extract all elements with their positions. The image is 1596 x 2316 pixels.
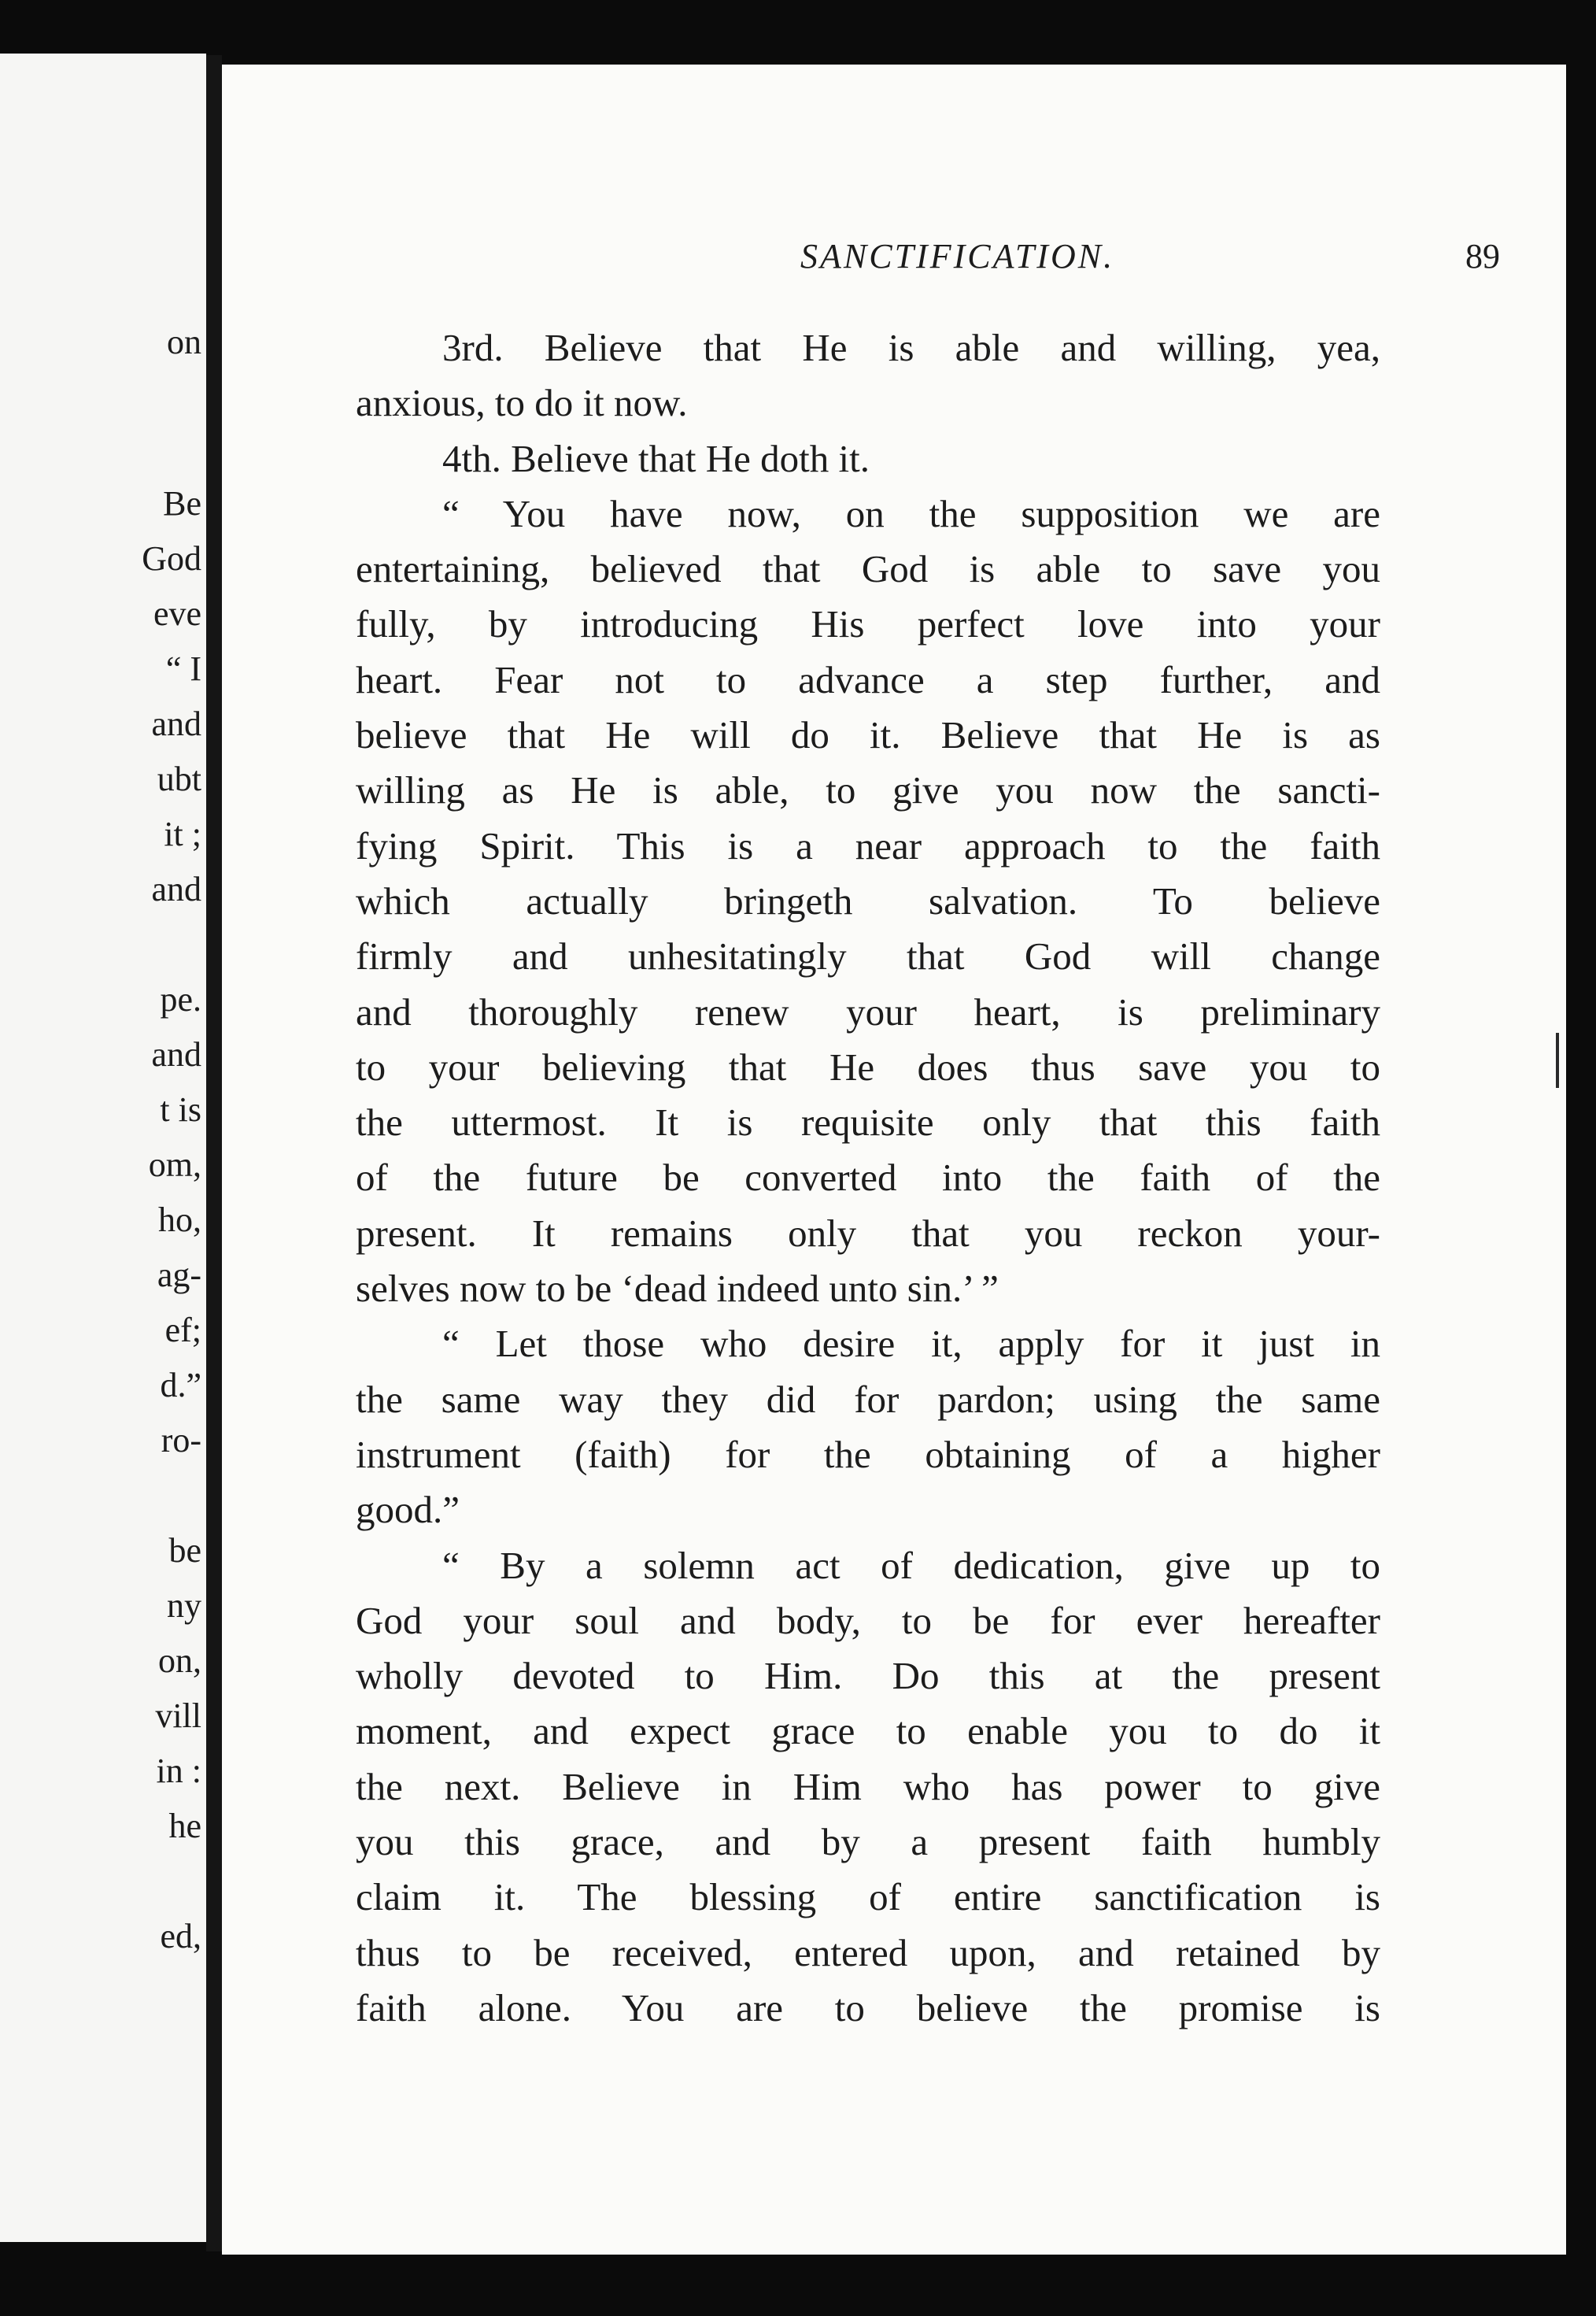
left-margin-fragment: t is [160, 1090, 201, 1129]
text-line: fully, by introducing His perfect love into your [356, 602, 1380, 646]
left-margin-fragment: ny [167, 1586, 201, 1625]
left-margin-fragment: in : [156, 1752, 201, 1790]
text-line: 3rd. Believe that He is able and willing, yea, [442, 326, 1380, 369]
left-margin-fragment: ag- [157, 1256, 201, 1294]
text-line: “ By a solemn act of dedication, give up to [442, 1543, 1380, 1587]
text-line: wholly devoted to Him. Do this at the present [356, 1654, 1380, 1698]
text-line: selves now to be ‘dead indeed unto sin.’ ” [356, 1267, 999, 1311]
running-header [356, 236, 1566, 283]
text-line: willing as He is able, to give you now the sancti- [356, 768, 1380, 812]
text-line: the next. Believe in Him who has power to give [356, 1764, 1380, 1808]
text-line: anxious, to do it now. [356, 381, 688, 425]
text-line: firmly and unhesitatingly that God will change [356, 934, 1380, 979]
text-line: present. It remains only that you reckon your- [356, 1211, 1380, 1255]
scan-artifact-mark [1556, 1033, 1559, 1088]
text-line: believe that He will do it. Believe that He is as [356, 713, 1380, 757]
text-line: moment, and expect grace to enable you to do it [356, 1709, 1380, 1753]
text-line: faith alone. You are to believe the promise is [356, 1985, 1380, 2029]
text-line: “ You have now, on the supposition we are [442, 491, 1380, 535]
text-line: which actually bringeth salvation. To believe [356, 879, 1380, 923]
left-margin-fragment: “ I [165, 649, 201, 688]
text-line: fying Spirit. This is a near approach to the faith [356, 823, 1380, 868]
page-number: 89 [1465, 237, 1500, 276]
text-line: instrument (faith) for the obtaining of a higher [356, 1432, 1380, 1476]
left-margin-fragment: eve [153, 594, 201, 633]
left-margin-fragment: and [151, 705, 201, 743]
text-line: you this grace, and by a present faith humbly [356, 1820, 1380, 1864]
running-title: SANCTIFICATION. [800, 237, 1115, 276]
left-margin-fragment: he [168, 1807, 201, 1845]
left-margin-fragment: it ; [164, 815, 201, 853]
text-line: thus to be received, entered upon, and retained by [356, 1930, 1380, 1974]
left-margin-fragment: ho, [158, 1201, 201, 1239]
text-line: the same way they did for pardon; using the same [356, 1377, 1380, 1421]
left-margin-fragment: ef; [164, 1311, 201, 1349]
text-line: heart. Fear not to advance a step further, and [356, 657, 1380, 701]
text-line: “ Let those who desire it, apply for it just in [442, 1322, 1380, 1366]
text-line: 4th. Believe that He doth it. [442, 436, 870, 480]
left-margin-fragment: on [167, 323, 201, 361]
left-margin-fragment: on, [158, 1641, 201, 1680]
left-margin-fragment: and [151, 1035, 201, 1074]
text-line: good.” [356, 1488, 460, 1532]
text-line: claim it. The blessing of entire sanctification is [356, 1875, 1380, 1919]
text-line: to your believing that He does thus save you to [356, 1045, 1380, 1089]
left-margin-fragment: Be [163, 484, 201, 523]
left-margin-fragment: and [151, 870, 201, 908]
left-margin-fragment: d.” [160, 1366, 201, 1404]
left-margin-fragment: pe. [160, 980, 201, 1019]
left-margin-fragment: ubt [157, 760, 201, 798]
text-line: the uttermost. It is requisite only that this faith [356, 1101, 1380, 1145]
text-line: entertaining, believed that God is able to save you [356, 547, 1380, 591]
text-line: and thoroughly renew your heart, is preliminary [356, 990, 1380, 1034]
left-margin-fragment: ro- [161, 1421, 201, 1460]
facing-page [0, 54, 206, 2242]
book-page [222, 65, 1566, 2255]
text-line: God your soul and body, to be for ever hereafter [356, 1598, 1380, 1642]
book-spine [206, 55, 222, 2251]
text-line: of the future be converted into the faith of the [356, 1156, 1380, 1200]
left-margin-fragment: God [142, 539, 201, 578]
left-margin-fragment: om, [148, 1145, 201, 1184]
left-margin-fragment: ed, [160, 1917, 201, 1955]
left-margin-fragment: vill [155, 1696, 201, 1735]
body-text [356, 320, 1380, 2036]
left-margin-fragment: be [168, 1531, 201, 1570]
